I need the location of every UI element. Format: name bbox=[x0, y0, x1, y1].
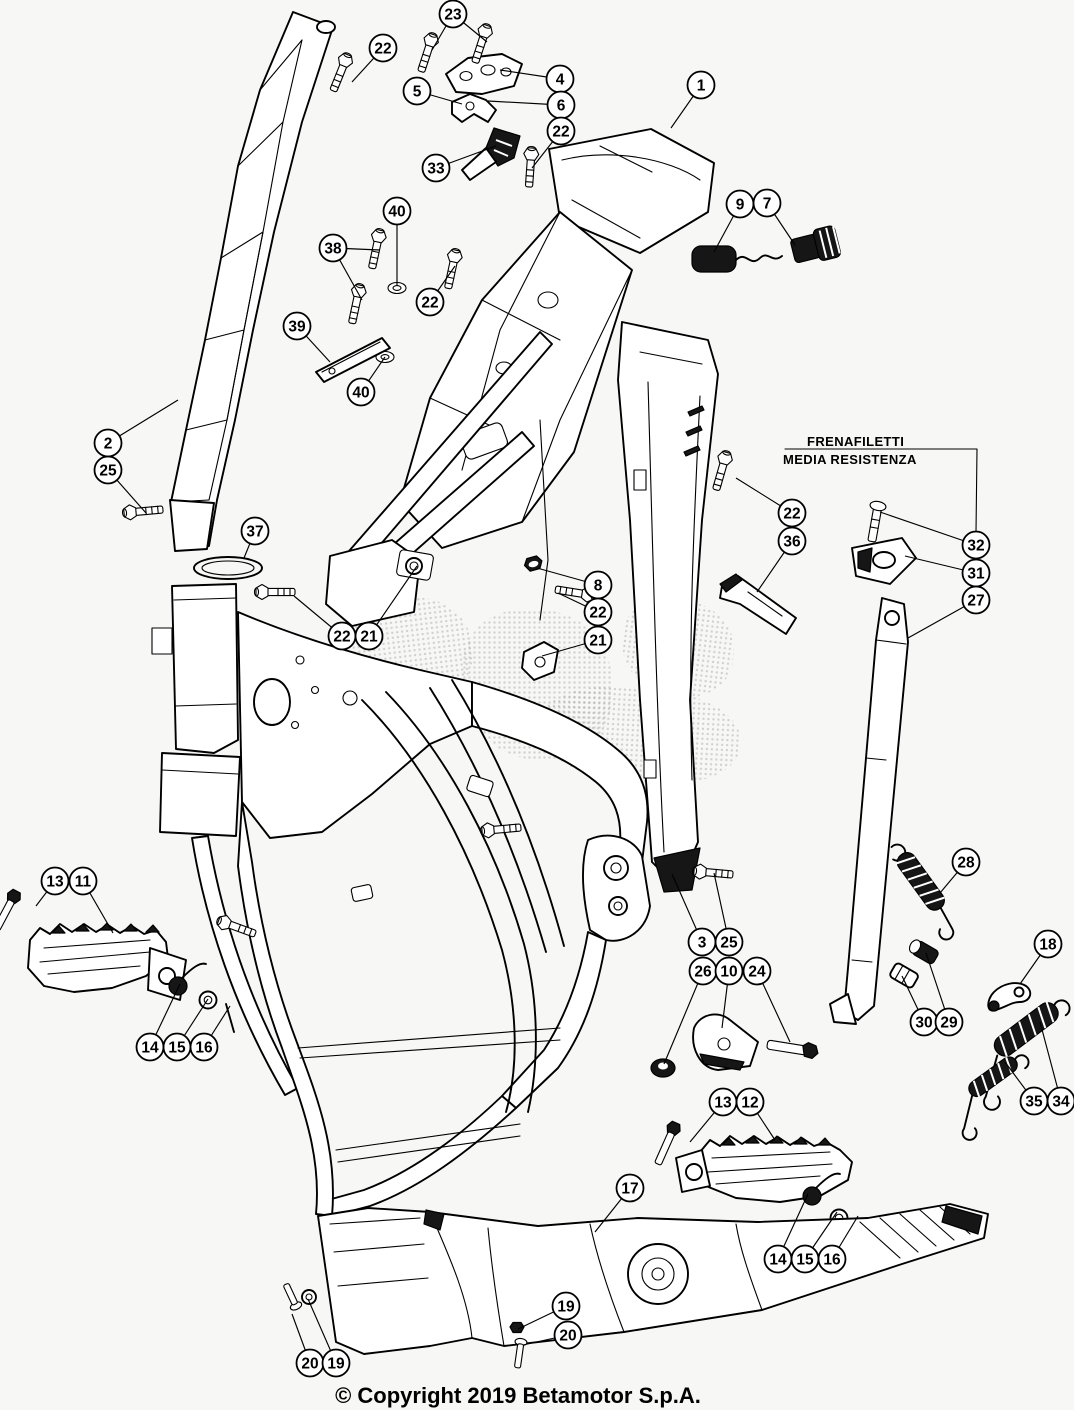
svg-text:31: 31 bbox=[967, 565, 985, 583]
svg-text:18: 18 bbox=[1039, 936, 1057, 954]
callout-13 bbox=[36, 868, 69, 907]
note-line2: MEDIA RESISTENZA bbox=[783, 452, 917, 467]
svg-text:21: 21 bbox=[589, 632, 607, 650]
callout-38 bbox=[320, 235, 381, 301]
callout-35 bbox=[1005, 1062, 1048, 1115]
svg-text:23: 23 bbox=[444, 6, 462, 24]
callout-23 bbox=[432, 1, 487, 51]
svg-text:20: 20 bbox=[301, 1355, 319, 1373]
callout-32 bbox=[880, 512, 990, 559]
svg-text:29: 29 bbox=[940, 1014, 958, 1032]
callout-17 bbox=[595, 1175, 644, 1233]
svg-text:32: 32 bbox=[967, 537, 985, 555]
svg-text:22: 22 bbox=[552, 123, 570, 141]
svg-text:22: 22 bbox=[783, 505, 801, 523]
callout-22 bbox=[352, 35, 397, 83]
svg-text:2: 2 bbox=[103, 435, 113, 453]
callout-2 bbox=[95, 400, 179, 457]
svg-text:35: 35 bbox=[1025, 1093, 1043, 1111]
callout-22 bbox=[294, 596, 356, 650]
svg-text:16: 16 bbox=[823, 1251, 841, 1269]
svg-text:14: 14 bbox=[769, 1251, 787, 1269]
svg-text:13: 13 bbox=[714, 1094, 732, 1112]
svg-text:30: 30 bbox=[915, 1014, 933, 1032]
svg-text:1: 1 bbox=[696, 77, 706, 95]
svg-text:37: 37 bbox=[246, 523, 264, 541]
svg-text:15: 15 bbox=[168, 1039, 186, 1057]
callout-21 bbox=[542, 627, 612, 657]
svg-text:3: 3 bbox=[697, 934, 707, 952]
callout-22 bbox=[417, 266, 456, 316]
svg-text:28: 28 bbox=[957, 854, 975, 872]
callout-5 bbox=[404, 78, 463, 105]
svg-text:34: 34 bbox=[1052, 1093, 1070, 1111]
callout-22 bbox=[532, 118, 575, 169]
svg-text:13: 13 bbox=[46, 873, 64, 891]
svg-text:22: 22 bbox=[589, 604, 607, 622]
svg-text:19: 19 bbox=[327, 1355, 345, 1373]
svg-text:38: 38 bbox=[324, 240, 342, 258]
callout-10 bbox=[716, 958, 743, 1029]
svg-text:24: 24 bbox=[748, 963, 766, 981]
callout-8 bbox=[537, 568, 612, 599]
callout-24 bbox=[744, 958, 791, 1043]
copyright-text: © Copyright 2019 Betamotor S.p.A. bbox=[335, 1383, 701, 1408]
svg-text:25: 25 bbox=[720, 934, 738, 952]
callout-39 bbox=[284, 313, 331, 363]
svg-text:40: 40 bbox=[352, 384, 370, 402]
callout-31 bbox=[905, 556, 990, 587]
callout-26 bbox=[664, 958, 717, 1065]
svg-text:4: 4 bbox=[555, 71, 565, 89]
svg-text:26: 26 bbox=[694, 963, 712, 981]
callout-3 bbox=[672, 874, 716, 956]
svg-text:25: 25 bbox=[99, 462, 117, 480]
svg-text:40: 40 bbox=[388, 203, 406, 221]
callout-37 bbox=[242, 518, 269, 559]
svg-text:21: 21 bbox=[360, 628, 378, 646]
svg-text:33: 33 bbox=[427, 160, 445, 178]
callout-16 bbox=[191, 1006, 231, 1061]
callout-7 bbox=[754, 190, 796, 246]
svg-text:10: 10 bbox=[720, 963, 738, 981]
callout-18 bbox=[1020, 931, 1062, 985]
callout-12 bbox=[737, 1089, 776, 1141]
svg-text:16: 16 bbox=[195, 1039, 213, 1057]
callout-6 bbox=[488, 92, 575, 119]
svg-text:22: 22 bbox=[421, 294, 439, 312]
svg-text:36: 36 bbox=[783, 533, 801, 551]
callout-36 bbox=[757, 528, 806, 593]
callout-20 bbox=[523, 1322, 582, 1349]
callout-4 bbox=[500, 66, 574, 93]
callout-25 bbox=[714, 873, 743, 956]
note-line1: FRENAFILETTI bbox=[807, 434, 905, 449]
svg-text:7: 7 bbox=[762, 195, 772, 213]
svg-text:6: 6 bbox=[556, 97, 566, 115]
svg-text:39: 39 bbox=[288, 318, 306, 336]
callout-28 bbox=[940, 849, 980, 894]
callout-33 bbox=[423, 146, 497, 182]
callout-21 bbox=[356, 566, 418, 650]
callout-16 bbox=[819, 1216, 859, 1273]
svg-text:20: 20 bbox=[559, 1327, 577, 1345]
svg-text:14: 14 bbox=[141, 1039, 159, 1057]
callout-22 bbox=[736, 478, 806, 527]
svg-text:9: 9 bbox=[735, 196, 745, 214]
svg-text:19: 19 bbox=[557, 1298, 575, 1316]
svg-text:8: 8 bbox=[593, 577, 603, 595]
svg-text:17: 17 bbox=[621, 1180, 639, 1198]
svg-text:11: 11 bbox=[74, 873, 92, 891]
callout-11 bbox=[70, 868, 114, 934]
svg-text:12: 12 bbox=[741, 1094, 759, 1112]
svg-text:5: 5 bbox=[412, 83, 422, 101]
svg-text:22: 22 bbox=[374, 40, 392, 58]
callout-13 bbox=[690, 1089, 737, 1143]
callout-40 bbox=[384, 198, 411, 287]
callout-30 bbox=[902, 976, 938, 1036]
callout-40 bbox=[348, 357, 386, 406]
callout-1 bbox=[671, 72, 715, 129]
svg-text:15: 15 bbox=[796, 1251, 814, 1269]
svg-text:27: 27 bbox=[967, 592, 985, 610]
svg-text:22: 22 bbox=[333, 628, 351, 646]
callout-27 bbox=[908, 587, 990, 639]
callout-25 bbox=[95, 457, 147, 514]
callout-9 bbox=[714, 191, 754, 253]
